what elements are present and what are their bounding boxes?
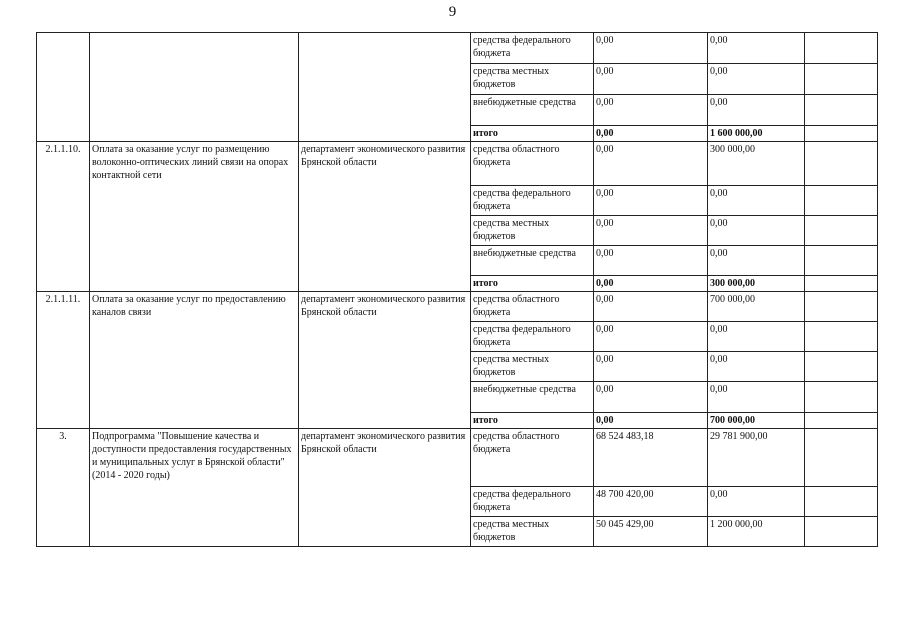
source-label: средства федерального бюджета [471,33,594,64]
value-cell: 0,00 [594,64,708,95]
value-cell: 29 781 900,00 [708,429,805,487]
cell-executor [299,33,471,142]
value-cell: 0,00 [708,64,805,95]
cell-num [37,33,90,142]
total-label: итого [471,126,594,142]
source-label: средства областного бюджета [471,429,594,487]
total-value: 0,00 [594,276,708,292]
empty-cell [805,95,878,126]
empty-cell [805,216,878,246]
empty-cell [805,487,878,517]
empty-cell [805,322,878,352]
empty-cell [805,413,878,429]
value-cell: 50 045 429,00 [594,517,708,547]
value-cell: 0,00 [708,322,805,352]
value-cell: 0,00 [594,216,708,246]
total-label: итого [471,413,594,429]
empty-cell [805,517,878,547]
item-executor: департамент экономического развития Брянской области [299,292,471,429]
source-label: средства областного бюджета [471,292,594,322]
value-cell: 0,00 [708,487,805,517]
empty-cell [805,64,878,95]
item-number: 2.1.1.10. [37,142,90,292]
value-cell: 0,00 [594,292,708,322]
source-label: средства местных бюджетов [471,64,594,95]
value-cell: 0,00 [594,186,708,216]
item-number: 2.1.1.11. [37,292,90,429]
value-cell: 0,00 [708,216,805,246]
value-cell: 48 700 420,00 [594,487,708,517]
source-label: средства федерального бюджета [471,487,594,517]
value-cell: 0,00 [594,352,708,382]
value-cell: 0,00 [708,246,805,276]
table-row [37,429,878,487]
item-name: Оплата за оказание услуг по предоставлению каналов связи [90,292,299,429]
table-row [37,292,878,322]
empty-cell [805,33,878,64]
source-label: средства местных бюджетов [471,352,594,382]
value-cell: 0,00 [708,352,805,382]
total-label: итого [471,276,594,292]
item-number: 3. [37,429,90,547]
value-cell: 0,00 [594,142,708,186]
total-value: 0,00 [594,413,708,429]
cell-name [90,33,299,142]
value-cell: 68 524 483,18 [594,429,708,487]
empty-cell [805,352,878,382]
empty-cell [805,142,878,186]
table-row [37,142,878,186]
value-cell: 0,00 [708,95,805,126]
empty-cell [805,292,878,322]
page-number: 9 [448,4,457,20]
total-value: 1 600 000,00 [708,126,805,142]
source-label: средства местных бюджетов [471,216,594,246]
source-label: средства федерального бюджета [471,322,594,352]
source-label: средства федерального бюджета [471,186,594,216]
item-executor: департамент экономического развития Брянской области [299,429,471,547]
source-label: внебюджетные средства [471,246,594,276]
source-label: внебюджетные средства [471,382,594,413]
empty-cell [805,382,878,413]
value-cell: 0,00 [594,33,708,64]
source-label: внебюджетные средства [471,95,594,126]
source-label: средства местных бюджетов [471,517,594,547]
value-cell: 0,00 [594,382,708,413]
value-cell: 0,00 [594,95,708,126]
budget-table [36,32,878,547]
table-row [37,33,878,64]
empty-cell [805,429,878,487]
item-name: Подпрограмма "Повышение качества и доступности предоставления государственных и муниципальных услуг в Брянской области" (2014 - 2020 годы) [90,429,299,547]
item-executor: департамент экономического развития Брянской области [299,142,471,292]
value-cell: 0,00 [708,186,805,216]
value-cell: 0,00 [594,322,708,352]
value-cell: 0,00 [594,246,708,276]
value-cell: 0,00 [708,382,805,413]
value-cell: 300 000,00 [708,142,805,186]
empty-cell [805,126,878,142]
total-value: 0,00 [594,126,708,142]
value-cell: 0,00 [708,33,805,64]
value-cell: 1 200 000,00 [708,517,805,547]
item-name: Оплата за оказание услуг по размещению волоконно-оптических линий связи на опорах контактной сети [90,142,299,292]
empty-cell [805,276,878,292]
total-value: 700 000,00 [708,413,805,429]
source-label: средства областного бюджета [471,142,594,186]
value-cell: 700 000,00 [708,292,805,322]
total-value: 300 000,00 [708,276,805,292]
empty-cell [805,186,878,216]
empty-cell [805,246,878,276]
